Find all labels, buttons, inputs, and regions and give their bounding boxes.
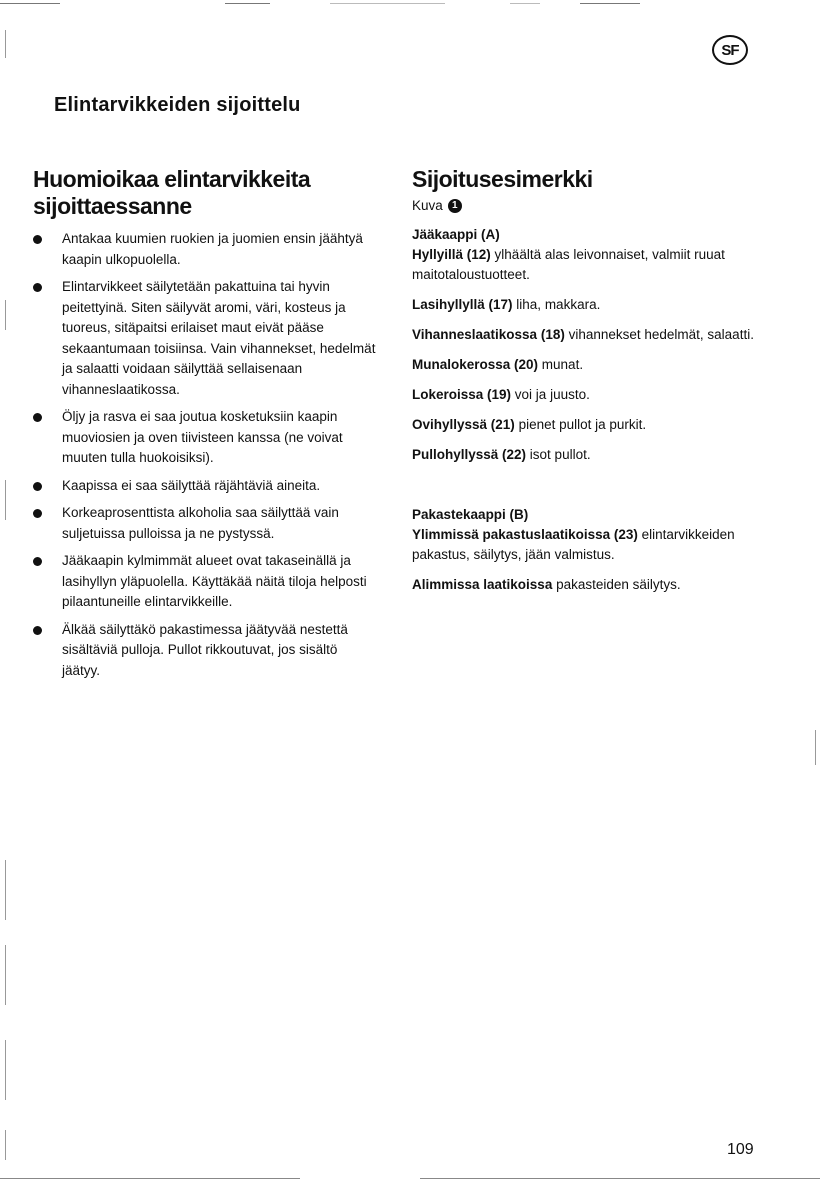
scan-line — [510, 3, 540, 4]
figure-label: Kuva — [412, 198, 443, 213]
entry-text: liha, makkara. — [512, 297, 601, 312]
list-item — [33, 407, 378, 469]
entry-text: voi ja juusto. — [511, 387, 590, 402]
entry-location: Munalokerossa (20) — [412, 357, 539, 372]
fridge-heading: Jääkaappi (A) — [412, 227, 500, 242]
tips-list — [33, 229, 378, 681]
entry-location: Pullohyllyssä (22) — [412, 447, 527, 462]
bullet-icon — [33, 482, 42, 491]
list-item — [33, 277, 378, 400]
list-item-text: Korkeaprosenttista alkoholia saa säilyttää vain suljetuissa pulloissa ja ne pystyssä. — [62, 505, 339, 541]
figure-reference — [412, 197, 792, 215]
freezer-entry — [412, 575, 792, 595]
entry-location: Hyllyillä (12) — [412, 247, 491, 262]
scan-line — [0, 3, 60, 4]
scan-edge — [5, 480, 6, 520]
list-item-text: Antakaa kuumien ruokien ja juomien ensin jäähtyä kaapin ulkopuolella. — [62, 231, 363, 267]
language-badge: SF — [712, 35, 748, 65]
entry-text: pakasteiden säilytys. — [552, 577, 681, 592]
entry-location: Alimmissa laatikoissa — [412, 577, 553, 592]
list-item — [33, 551, 378, 613]
entry-text: isot pullot. — [526, 447, 591, 462]
fridge-entry — [412, 355, 792, 375]
entry-text: pienet pullot ja purkit. — [514, 417, 647, 432]
scan-edge — [5, 1040, 6, 1100]
scan-edge — [815, 730, 816, 765]
right-title: Sijoitusesimerkki — [412, 166, 593, 192]
fridge-entry — [412, 445, 792, 465]
bullet-icon — [33, 626, 42, 635]
list-item-text: Elintarvikkeet säilytetään pakattuina tai hyvin peitettyinä. Siten säilyvät aromi, väri, kosteus ja tuoreus, sitäpaitsi erilaiset maut eivät pääse sekaantumaan toisiinsa. Vain vihannekset, hedelmät ja salaatti voidaan säilyttää sellaisenaan vihanneslaatikossa. — [62, 279, 376, 397]
scan-line — [330, 3, 445, 4]
right-column — [412, 166, 792, 605]
scan-line — [580, 3, 640, 4]
entry-location: Vihanneslaatikossa (18) — [412, 327, 565, 342]
fridge-entry — [412, 415, 792, 435]
freezer-entry — [412, 525, 792, 565]
fridge-entry — [412, 325, 792, 345]
spacer — [412, 475, 792, 505]
list-item — [33, 503, 378, 544]
bullet-icon — [33, 413, 42, 422]
list-item — [33, 620, 378, 682]
list-item — [33, 476, 378, 497]
entry-location: Ylimmissä pakastuslaatikoissa (23) — [412, 527, 638, 542]
entry-location: Ovihyllyssä (21) — [412, 417, 515, 432]
list-item-text: Älkää säilyttäkö pakastimessa jäätyvää nestettä sisältäviä pulloja. Pullot rikkoutuvat, jos sisältö jäätyy. — [62, 621, 348, 678]
figure-number-badge: 1 — [448, 199, 462, 213]
fridge-entry — [412, 295, 792, 315]
entry-text: vihannekset hedelmät, salaatti. — [564, 327, 754, 342]
scan-edge — [5, 300, 6, 330]
list-item-text: Kaapissa ei saa säilyttää räjähtäviä aineita. — [62, 477, 321, 493]
list-item-text: Jääkaapin kylmimmät alueet ovat takaseinällä ja lasihyllyn yläpuolella. Käyttäkää näitä tiloja helposti pilaantuneille elintarvikkeille. — [62, 553, 367, 609]
scan-line — [225, 3, 270, 4]
entry-location: Lasihyllyllä (17) — [412, 297, 513, 312]
entry-text: munat. — [538, 357, 584, 372]
entry-text: elintarvikkeiden pakastus, säilytys, jään valmistus. — [412, 527, 735, 562]
scan-line — [420, 1178, 820, 1179]
left-title: Huomioikaa elintarvikkeita sijoittaessanne — [33, 166, 311, 219]
page-number: 109 — [727, 1141, 754, 1158]
scan-line — [0, 1178, 300, 1179]
list-item — [33, 229, 378, 270]
scan-edge — [5, 860, 6, 920]
entry-location: Lokeroissa (19) — [412, 387, 512, 402]
bullet-icon — [33, 283, 42, 292]
scan-edge — [5, 1130, 6, 1160]
fridge-entry — [412, 245, 792, 285]
freezer-heading: Pakastekaappi (B) — [412, 507, 529, 522]
list-item-text: Öljy ja rasva ei saa joutua kosketuksiin kaapin muoviosien ja oven tiivisteen kanssa (ne voivat muuten tulla huokoisiksi). — [62, 409, 343, 465]
scan-edge — [5, 30, 6, 58]
bullet-icon — [33, 509, 42, 518]
scan-edge — [5, 945, 6, 1005]
left-column — [33, 166, 378, 688]
bullet-icon — [33, 557, 42, 566]
entry-text: ylhäältä alas leivonnaiset, valmiit ruuat maitotaloustuotteet. — [412, 247, 725, 282]
bullet-icon — [33, 235, 42, 244]
fridge-entry — [412, 385, 792, 405]
section-heading: Elintarvikkeiden sijoittelu — [54, 94, 301, 116]
